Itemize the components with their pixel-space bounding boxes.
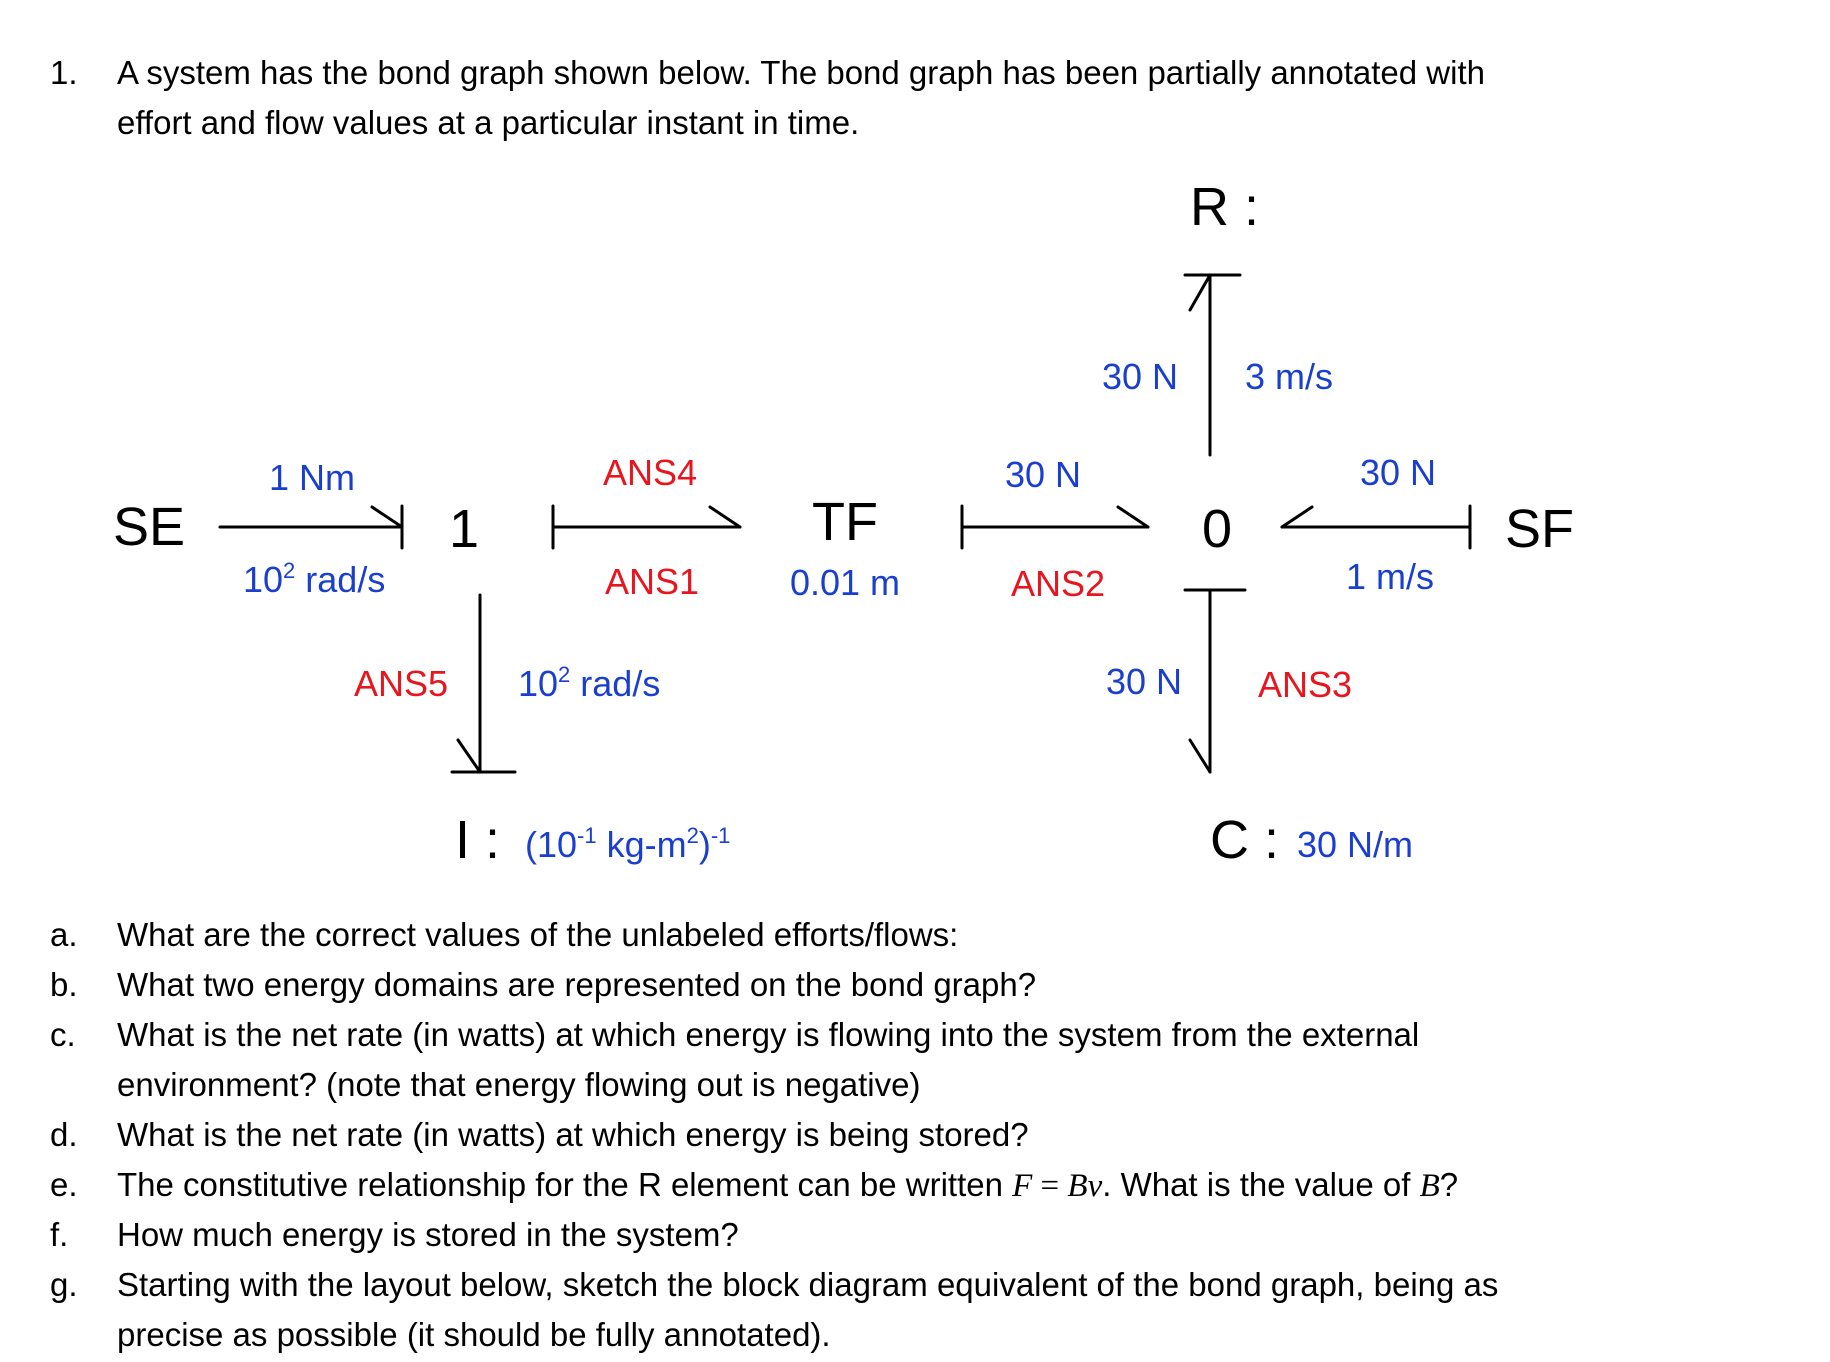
tf0-effort-label: 30 N — [1004, 454, 1082, 495]
part-text: precise as possible (it should be fully annotated). — [117, 1316, 831, 1353]
part-text: How much energy is stored in the system? — [117, 1216, 739, 1253]
part-text: environment? (note that energy flowing out is negative) — [117, 1066, 921, 1103]
math-B: B — [1419, 1168, 1440, 1204]
tf-modulus: 0.01 m — [789, 562, 901, 603]
r-flow-label: 3 m/s — [1245, 356, 1334, 397]
se-effort-label: 1 Nm — [268, 457, 356, 498]
question-line-1: A system has the bond graph shown below. The bond graph has been partially annotated with — [117, 54, 1485, 91]
ans1-label: ANS1 — [604, 561, 700, 602]
part-text: The constitutive relationship for the R element can be written F = Bv. What is the value of B? — [117, 1166, 1459, 1204]
i-flow-label: $10^2$ rad/s — [518, 662, 661, 704]
element-0-junction: 0 — [1201, 499, 1233, 559]
question-line-2: effort and flow values at a particular instant in time. — [117, 104, 860, 141]
ans3-label: ANS3 — [1258, 664, 1353, 705]
bond-se-to-1 — [220, 506, 402, 548]
part-letter: d. — [50, 1116, 78, 1153]
bond-1-to-tf — [553, 506, 740, 548]
bond-0-to-c — [1185, 590, 1245, 772]
sf-effort-label: 30 N — [1359, 452, 1437, 493]
ans5-label: ANS5 — [353, 663, 448, 704]
element-1-junction: 1 — [448, 499, 480, 559]
c-parameter: 30 N/m — [1297, 824, 1414, 865]
ans4-label: ANS4 — [602, 452, 698, 493]
bond-1-to-i — [452, 595, 515, 772]
part-text: What is the net rate (in watts) at which energy is flowing into the system from the external — [117, 1016, 1420, 1053]
question-number: 1. — [50, 54, 78, 91]
element-c: C : — [1210, 810, 1280, 870]
bond-tf-to-0 — [962, 506, 1148, 548]
bond-sf-to-0 — [1282, 506, 1470, 548]
math-Bv: Bv — [1067, 1168, 1103, 1204]
part-letter: g. — [50, 1266, 78, 1303]
element-i: I : — [455, 810, 501, 870]
part-text: What is the net rate (in watts) at which energy is being stored? — [117, 1116, 1029, 1153]
math-F: F — [1012, 1168, 1033, 1204]
r-effort-label: 30 N — [1101, 356, 1178, 397]
bond-0-to-r — [1185, 275, 1240, 455]
sf-flow-label: 1 m/s — [1345, 556, 1435, 597]
c-effort-label: 30 N — [1105, 661, 1182, 702]
i-parameter: ($10^{-1}$ $kg-m^2)^{-1}$ — [525, 823, 731, 865]
se-flow-label: $10^2$ rad/s — [243, 558, 386, 600]
part-letter: f. — [50, 1216, 69, 1253]
part-text: Starting with the layout below, sketch the block diagram equivalent of the bond graph, being as — [117, 1266, 1499, 1303]
part-letter: b. — [50, 966, 78, 1003]
ans2-label: ANS2 — [1010, 563, 1106, 604]
part-text: What are the correct values of the unlabeled efforts/flows: — [117, 916, 959, 953]
element-sf: SF — [1505, 499, 1575, 559]
part-letter: a. — [50, 916, 78, 953]
part-text: What two energy domains are represented on the bond graph? — [117, 966, 1037, 1003]
part-letter: e. — [50, 1166, 78, 1203]
part-letter: c. — [50, 1016, 76, 1053]
element-tf: TF — [812, 492, 878, 552]
element-se: SE — [113, 497, 186, 557]
element-r: R : — [1190, 177, 1260, 237]
